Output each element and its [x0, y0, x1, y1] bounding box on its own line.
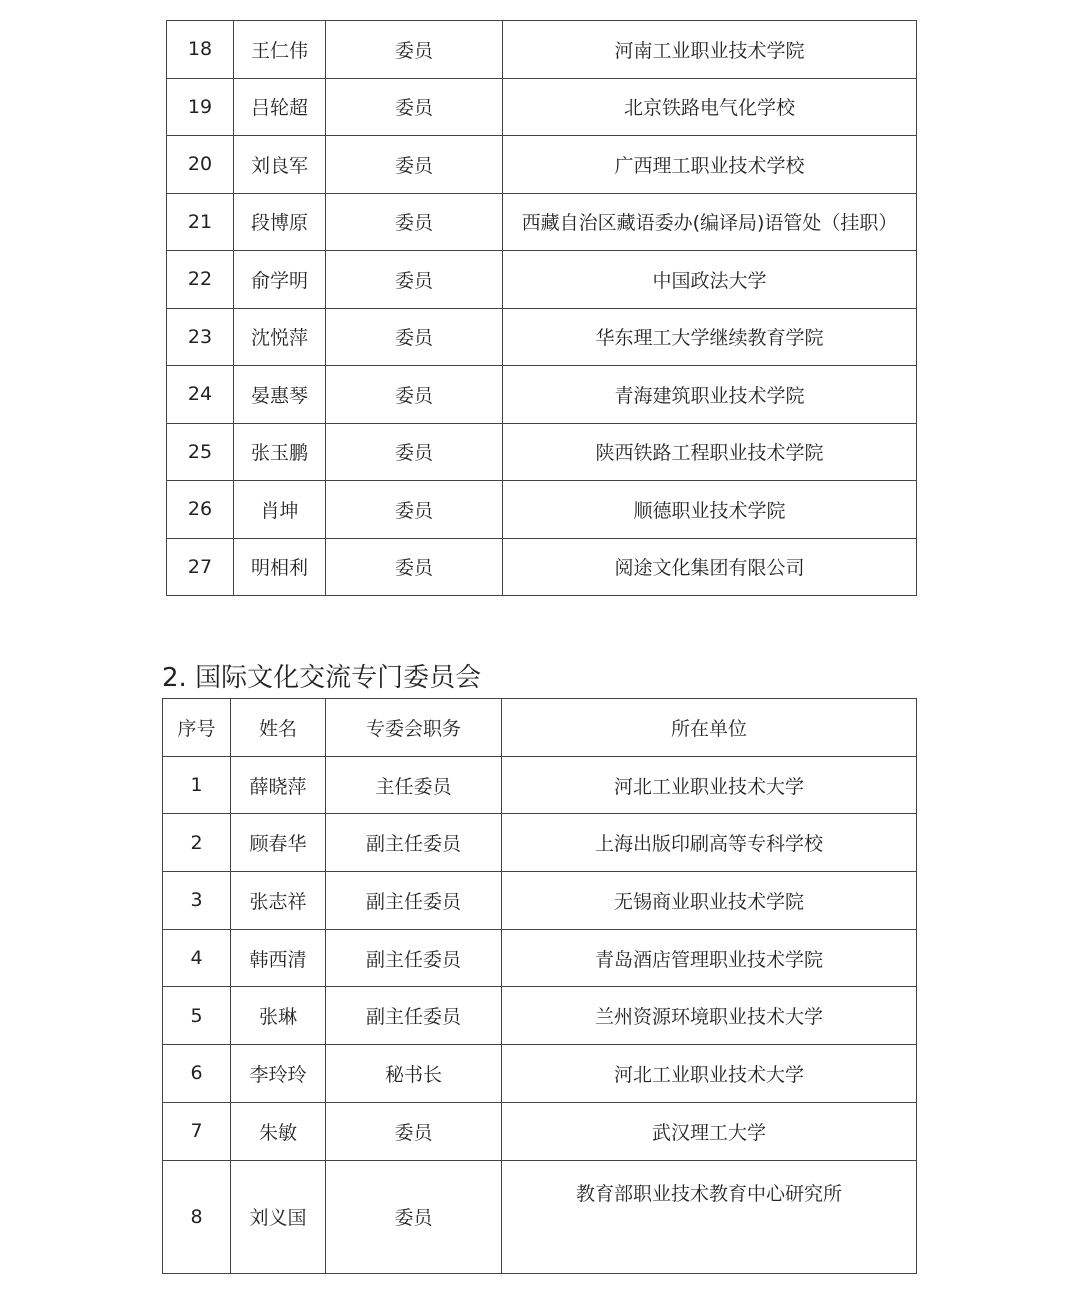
cell-name: 张琳: [231, 987, 326, 1045]
cell-no: 7: [163, 1102, 231, 1160]
cell-no: 2: [163, 814, 231, 872]
cell-name: 明相利: [234, 538, 326, 596]
cell-role: 副主任委员: [326, 814, 502, 872]
cell-name: 刘良军: [234, 136, 326, 194]
cell-name: 李玲玲: [231, 1045, 326, 1103]
cell-role: 秘书长: [326, 1045, 502, 1103]
cell-name: 薛晓萍: [231, 756, 326, 814]
table-row: [167, 366, 917, 424]
cell-role: 委员: [326, 78, 503, 136]
cell-unit: 教育部职业技术教育中心研究所: [502, 1160, 917, 1273]
table-row: [167, 251, 917, 309]
cell-unit: 陕西铁路工程职业技术学院: [503, 423, 917, 481]
cell-role: 委员: [326, 1160, 502, 1273]
cell-unit: 广西理工职业技术学校: [503, 136, 917, 194]
cell-name: 俞学明: [234, 251, 326, 309]
cell-no: 21: [167, 193, 234, 251]
header-role: 专委会职务: [326, 699, 502, 757]
cell-role: 委员: [326, 308, 503, 366]
cell-unit: 阅途文化集团有限公司: [503, 538, 917, 596]
cell-no: 23: [167, 308, 234, 366]
cell-unit: 中国政法大学: [503, 251, 917, 309]
cell-no: 22: [167, 251, 234, 309]
cell-name: 晏惠琴: [234, 366, 326, 424]
cell-role: 委员: [326, 1102, 502, 1160]
header-no: 序号: [163, 699, 231, 757]
table-row: [163, 1045, 917, 1103]
cell-role: 委员: [326, 251, 503, 309]
cell-name: 刘义国: [231, 1160, 326, 1273]
table-row: [167, 308, 917, 366]
cell-unit: 顺德职业技术学院: [503, 481, 917, 539]
cell-name: 顾春华: [231, 814, 326, 872]
cell-unit: 华东理工大学继续教育学院: [503, 308, 917, 366]
cell-no: 8: [163, 1160, 231, 1273]
table-row: [167, 78, 917, 136]
cell-unit: 兰州资源环境职业技术大学: [502, 987, 917, 1045]
cell-unit: 河北工业职业技术大学: [502, 756, 917, 814]
cell-name: 张玉鹏: [234, 423, 326, 481]
cell-role: 委员: [326, 366, 503, 424]
cell-no: 18: [167, 21, 234, 79]
cell-role: 委员: [326, 136, 503, 194]
cell-name: 吕轮超: [234, 78, 326, 136]
cell-no: 19: [167, 78, 234, 136]
cell-name: 韩西清: [231, 929, 326, 987]
table-row: [167, 538, 917, 596]
cell-no: 6: [163, 1045, 231, 1103]
table-row: [167, 136, 917, 194]
cell-name: 段博原: [234, 193, 326, 251]
cell-no: 25: [167, 423, 234, 481]
cell-unit: 西藏自治区藏语委办(编译局)语管处（挂职）: [503, 193, 917, 251]
table-row: [163, 814, 917, 872]
cell-role: 副主任委员: [326, 929, 502, 987]
cell-no: 1: [163, 756, 231, 814]
table-row: [163, 872, 917, 930]
table-row: [167, 481, 917, 539]
cell-unit: 河南工业职业技术学院: [503, 21, 917, 79]
cell-no: 4: [163, 929, 231, 987]
cell-role: 主任委员: [326, 756, 502, 814]
table-row: [167, 423, 917, 481]
table-header-row: [163, 699, 917, 757]
table-row: [163, 756, 917, 814]
cell-name: 朱敏: [231, 1102, 326, 1160]
cell-no: 27: [167, 538, 234, 596]
committee-table-1: [166, 20, 917, 596]
cell-role: 副主任委员: [326, 987, 502, 1045]
table-row: [163, 929, 917, 987]
header-unit: 所在单位: [502, 699, 917, 757]
cell-role: 委员: [326, 481, 503, 539]
cell-no: 5: [163, 987, 231, 1045]
cell-unit: 北京铁路电气化学校: [503, 78, 917, 136]
table-row: [167, 21, 917, 79]
cell-role: 委员: [326, 193, 503, 251]
cell-no: 3: [163, 872, 231, 930]
cell-no: 24: [167, 366, 234, 424]
cell-unit: 青海建筑职业技术学院: [503, 366, 917, 424]
cell-no: 20: [167, 136, 234, 194]
cell-name: 张志祥: [231, 872, 326, 930]
header-name: 姓名: [231, 699, 326, 757]
table-row: [163, 1102, 917, 1160]
section-title: 2. 国际文化交流专门委员会: [162, 663, 482, 693]
cell-role: 委员: [326, 423, 503, 481]
committee-table-2: [162, 698, 917, 1274]
table-row: [163, 987, 917, 1045]
cell-name: 肖坤: [234, 481, 326, 539]
cell-unit: 河北工业职业技术大学: [502, 1045, 917, 1103]
cell-role: 副主任委员: [326, 872, 502, 930]
cell-name: 沈悦萍: [234, 308, 326, 366]
table-row: [167, 193, 917, 251]
cell-role: 委员: [326, 538, 503, 596]
cell-unit: 上海出版印刷高等专科学校: [502, 814, 917, 872]
cell-unit: 武汉理工大学: [502, 1102, 917, 1160]
table-row: [163, 1160, 917, 1273]
cell-unit: 无锡商业职业技术学院: [502, 872, 917, 930]
cell-no: 26: [167, 481, 234, 539]
cell-name: 王仁伟: [234, 21, 326, 79]
cell-unit: 青岛酒店管理职业技术学院: [502, 929, 917, 987]
cell-role: 委员: [326, 21, 503, 79]
